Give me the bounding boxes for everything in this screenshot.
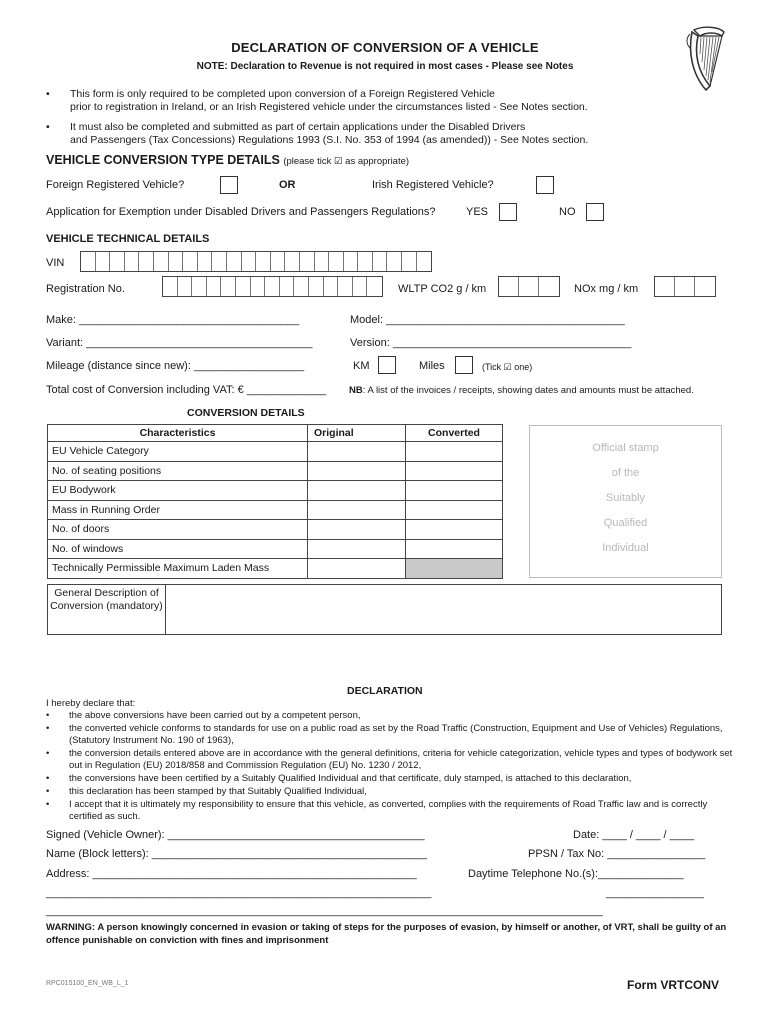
col-original: Original (308, 425, 406, 442)
variant-field[interactable]: _____________________________________ (86, 337, 313, 349)
variant-label: Variant: _____________________________________ (46, 337, 313, 349)
table-row: Mass in Running Order (48, 500, 503, 520)
foreign-label: Foreign Registered Vehicle? (46, 179, 185, 191)
original-cell[interactable] (308, 481, 406, 501)
original-cell[interactable] (308, 539, 406, 559)
nb-note: NB: A list of the invoices / receipts, showing dates and amounts must be attached. (349, 385, 694, 396)
address-line-3[interactable]: ___________________________________________________________________________________________ (46, 905, 603, 917)
col-characteristics: Characteristics (48, 425, 308, 442)
vin-input[interactable] (80, 251, 432, 272)
yes-checkbox[interactable] (499, 203, 517, 221)
miles-label: Miles (419, 360, 445, 372)
conversion-table (47, 424, 503, 579)
conversion-heading: CONVERSION DETAILS (187, 407, 305, 419)
co2-input[interactable] (498, 276, 560, 297)
table-header-row (48, 425, 503, 442)
tick-one-hint: (Tick ☑ one) (482, 362, 533, 372)
original-cell[interactable] (308, 559, 406, 579)
table-row: EU Bodywork (48, 481, 503, 501)
make-field[interactable]: ____________________________________ (79, 314, 300, 326)
declaration-intro: I hereby declare that: (46, 698, 136, 709)
form-name: Form VRTCONV (627, 978, 720, 992)
vin-label: VIN (46, 257, 65, 269)
table-row: No. of doors (48, 520, 503, 540)
irish-label: Irish Registered Vehicle? (372, 179, 494, 191)
declaration-heading: DECLARATION (347, 685, 423, 697)
harp-emblem (684, 24, 730, 94)
phone-field[interactable]: Daytime Telephone No.(s):______________ (468, 868, 684, 880)
version-field[interactable]: _______________________________________ (392, 337, 632, 349)
miles-checkbox[interactable] (455, 356, 473, 374)
no-label: NO (559, 206, 576, 218)
form-subtitle: NOTE: Declaration to Revenue is not required in most cases - Please see Notes (196, 61, 574, 72)
original-cell[interactable] (308, 500, 406, 520)
km-checkbox[interactable] (378, 356, 396, 374)
converted-cell[interactable] (406, 520, 503, 540)
version-label: Version: _______________________________________ (350, 337, 632, 349)
footer-code: RPC015100_EN_WB_L_1 (46, 980, 129, 987)
general-description-box[interactable] (47, 584, 722, 635)
table-row: EU Vehicle Category (48, 442, 503, 462)
original-cell[interactable] (308, 520, 406, 540)
cost-label: Total cost of Conversion including VAT: € _____________ (46, 384, 327, 396)
declaration-item: • the above conversions have been carried out by a competent person, (46, 710, 361, 721)
reg-label: Registration No. (46, 283, 125, 295)
declaration-item: • the converted vehicle conforms to standards for use on a public road as set by the Road Traffic (Construction, Equipment and Use of Vehicles) Regulations, (Statutory Instrument No. 190 of 1963), (46, 723, 723, 746)
declaration-item: • the conversions have been certified by a Suitably Qualified Individual and that certificate, duly stamped, is attached to this declaration, (46, 773, 632, 784)
tech-heading: VEHICLE TECHNICAL DETAILS (46, 233, 210, 245)
ppsn-field[interactable]: PPSN / Tax No: ________________ (528, 848, 706, 860)
yes-label: YES (466, 206, 489, 218)
or-label: OR (279, 179, 296, 191)
exemption-label: Application for Exemption under Disabled Drivers and Passengers Regulations? (46, 206, 436, 218)
mileage-label: Mileage (distance since new): __________________ (46, 360, 305, 372)
foreign-checkbox[interactable] (220, 176, 238, 194)
name-field[interactable]: Name (Block letters): _____________________________________________ (46, 848, 428, 860)
official-stamp-box: Official stamp of the Suitably Qualified Individual (529, 425, 722, 578)
declaration-item: • I accept that it is ultimately my responsibility to ensure that this vehicle, as converted, complies with the requirements of Road Traffic law and is correctly certified as such. (46, 799, 708, 822)
converted-cell-disabled (406, 559, 503, 579)
converted-cell[interactable] (406, 442, 503, 462)
declaration-item: • the conversion details entered above are in accordance with the general definitions, criteria for vehicle categorization, vehicle types and types of bodywork set out in Regulation (EU) 2018/858 and Commission Regulation (EU) No. 1230 / 2012, (46, 748, 733, 771)
phone-line-2[interactable]: ________________ (606, 887, 704, 899)
form-title: DECLARATION OF CONVERSION OF A VEHICLE (231, 40, 539, 55)
converted-cell[interactable] (406, 461, 503, 481)
declaration-item: • this declaration has been stamped by that Suitably Qualified Individual, (46, 786, 367, 797)
co2-label: WLTP CO2 g / km (398, 283, 487, 295)
address-field[interactable]: Address: _____________________________________________________ (46, 868, 417, 880)
general-description-label: General Description of Conversion (mandatory) (48, 585, 166, 634)
registration-input[interactable] (162, 276, 383, 297)
table-row: No. of seating positions (48, 461, 503, 481)
no-checkbox[interactable] (586, 203, 604, 221)
date-field[interactable]: Date: ____ / ____ / ____ (573, 829, 695, 841)
converted-cell[interactable] (406, 539, 503, 559)
cost-field[interactable]: _____________ (246, 384, 327, 396)
address-line-2[interactable]: _______________________________________________________________ (46, 887, 432, 899)
model-label: Model: _______________________________________ (350, 314, 625, 326)
col-converted: Converted (406, 425, 503, 442)
make-label: Make: ____________________________________ (46, 314, 300, 326)
converted-cell[interactable] (406, 481, 503, 501)
nox-label: NOx mg / km (574, 283, 639, 295)
table-row: No. of windows (48, 539, 503, 559)
signed-field[interactable]: Signed (Vehicle Owner): __________________________________________ (46, 829, 425, 841)
mileage-field[interactable]: __________________ (193, 360, 305, 372)
model-field[interactable]: _______________________________________ (386, 314, 625, 326)
warning-text: WARNING: A person knowingly concerned in evasion or taking of steps for the purposes of evasion, by himself or another, of VRT, shall be guilty of an offence punishable on conviction with fines and imprisonment (46, 922, 727, 946)
original-cell[interactable] (308, 461, 406, 481)
converted-cell[interactable] (406, 500, 503, 520)
original-cell[interactable] (308, 442, 406, 462)
irish-checkbox[interactable] (536, 176, 554, 194)
bullet-2: • It must also be completed and submitted as part of certain applications under the Disabled Drivers and Passengers (Tax Concessions) Regulations 1993 (S.I. No. 353 of 1994 (as amended)) - See Notes section. (46, 121, 589, 146)
table-row: Technically Permissible Maximum Laden Mass (48, 559, 503, 579)
nox-input[interactable] (654, 276, 716, 297)
type-heading: VEHICLE CONVERSION TYPE DETAILS (please tick ☑ as appropriate) (46, 153, 410, 167)
km-label: KM (353, 360, 370, 372)
bullet-1: • This form is only required to be completed upon conversion of a Foreign Registered Vehicle prior to registration in Ireland, or an Irish Registered vehicle under the circumstances listed - See Notes section. (46, 88, 588, 113)
